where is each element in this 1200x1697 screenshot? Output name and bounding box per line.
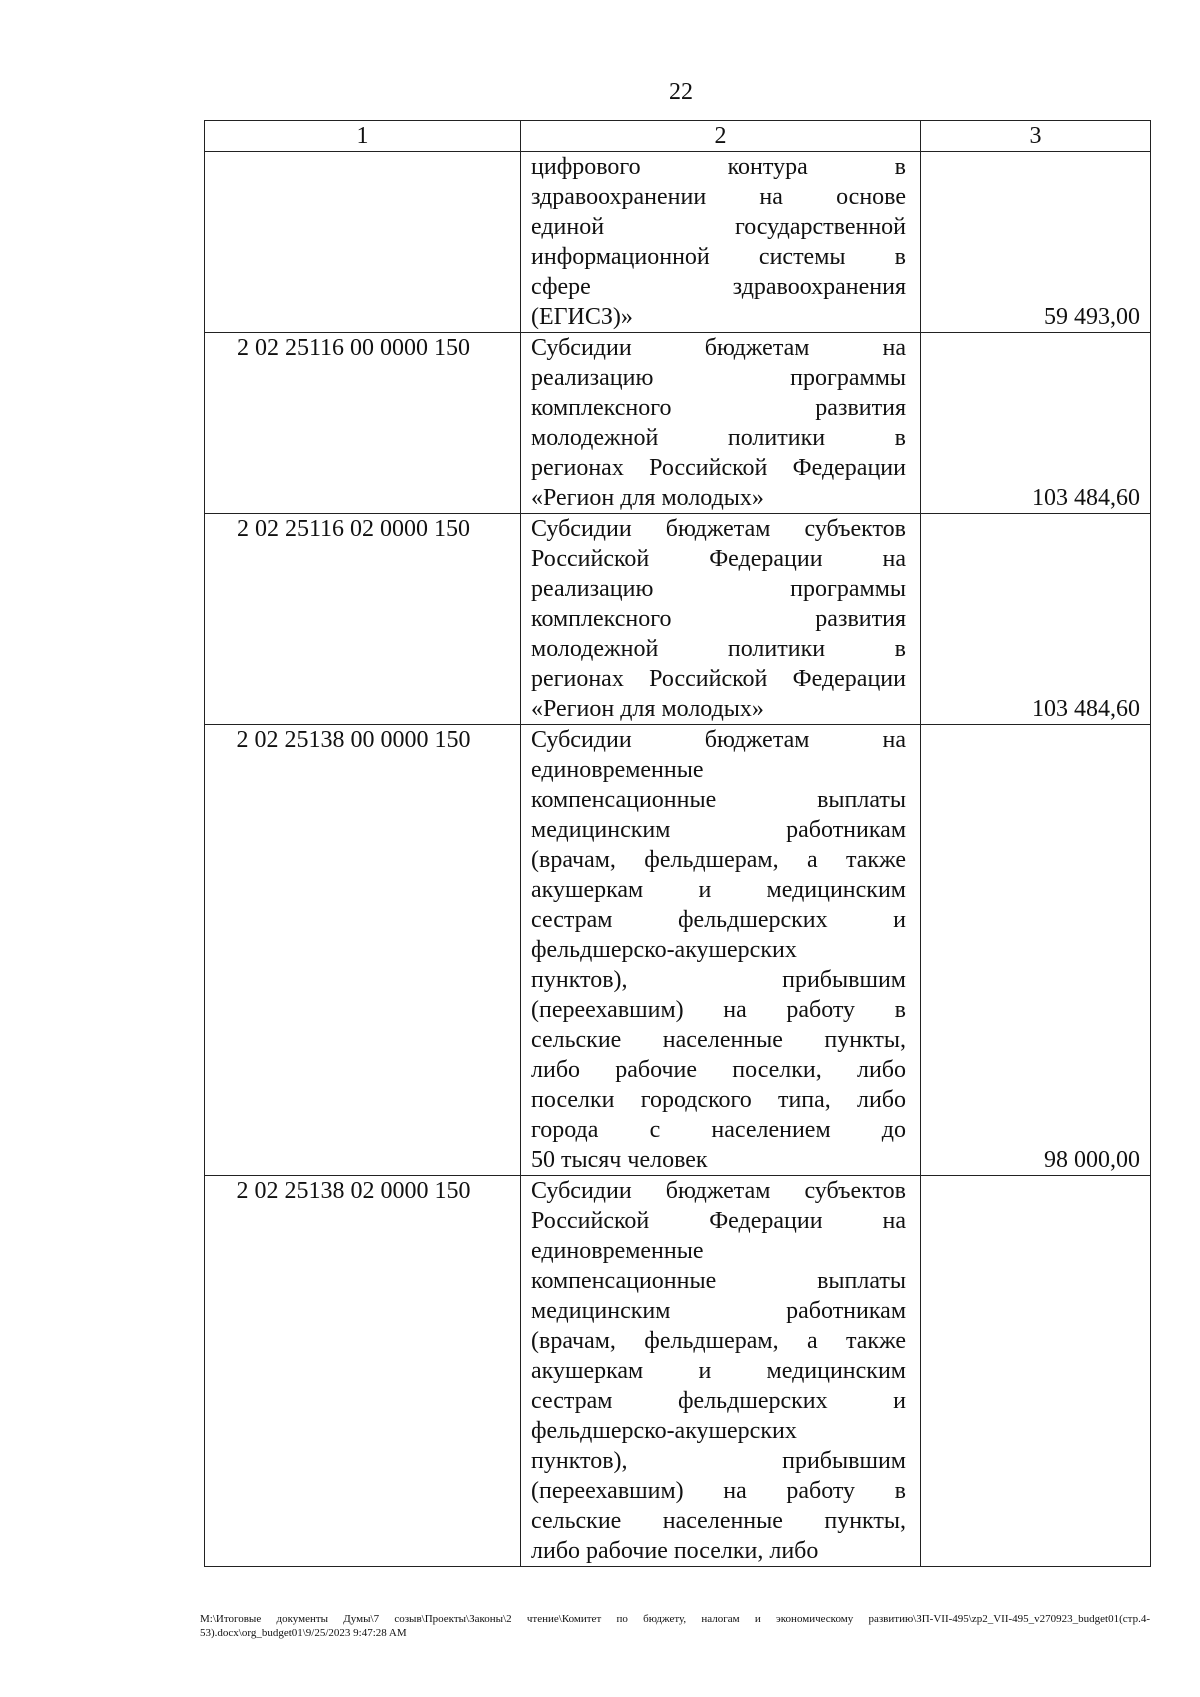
income-code-cell: 2 02 25138 00 0000 150 [205, 725, 521, 1176]
income-name-line: (врачам, фельдшерам, а также [531, 1328, 906, 1354]
income-name-line: акушеркам и медицинским [531, 877, 906, 903]
income-name-line: либо рабочие поселки, либо [531, 1538, 819, 1564]
income-name-line: 50 тысяч человек [531, 1147, 708, 1173]
income-name-line: Субсидии бюджетам субъектов [531, 1178, 906, 1204]
income-name-line: компенсационные выплаты [531, 787, 906, 813]
amount-cell [921, 1176, 1151, 1567]
income-name-line: пунктов), прибывшим [531, 1448, 906, 1474]
amount-cell: 59 493,00 [921, 152, 1151, 333]
income-name-line: Субсидии бюджетам на [531, 335, 906, 361]
income-name-cell [521, 514, 921, 725]
income-name-line: «Регион для молодых» [531, 485, 764, 511]
income-name-line: поселки городского типа, либо [531, 1087, 906, 1113]
income-name-line: сфере здравоохранения [531, 274, 906, 300]
income-name-line: комплексного развития [531, 395, 906, 421]
file-path-footer: M:\Итоговые документы Думы\7 созыв\Проекты\Законы\2 чтение\Комитет по бюджету, налогам и экономическому развитию\ЗП-VII-495\zp2_VII-495_v270923_budget01(стр.4-53).docx\org_budget01\9/25/2023 9:47:28 AM [200, 1613, 1150, 1639]
income-name-line: Субсидии бюджетам субъектов [531, 516, 906, 542]
income-name-line: города с населением до [531, 1117, 906, 1143]
income-name-line: сестрам фельдшерских и [531, 1388, 906, 1414]
income-name-line: акушеркам и медицинским [531, 1358, 906, 1384]
income-name-line: единой государственной [531, 214, 906, 240]
income-name-line: медицинским работникам [531, 1298, 906, 1324]
income-name-line: единовременные [531, 1238, 704, 1264]
income-name-line: (переехавшим) на работу в [531, 1478, 906, 1504]
income-code-cell: 2 02 25116 02 0000 150 [205, 514, 521, 725]
income-name-line: медицинским работникам [531, 817, 906, 843]
income-name-line: реализацию программы [531, 576, 906, 602]
income-name-cell [521, 152, 921, 333]
table-row [205, 725, 1151, 1176]
income-name-line: молодежной политики в [531, 636, 906, 662]
table-row [205, 1176, 1151, 1567]
table-row [205, 514, 1151, 725]
income-name-line: Российской Федерации на [531, 1208, 906, 1234]
income-code-cell: 2 02 25138 02 0000 150 [205, 1176, 521, 1567]
income-name-line: «Регион для молодых» [531, 696, 764, 722]
income-name-line: сельские населенные пункты, [531, 1508, 906, 1534]
budget-table [204, 120, 1151, 1567]
income-name-line: (врачам, фельдшерам, а также [531, 847, 906, 873]
income-name-line: фельдшерско-акушерских [531, 937, 797, 963]
income-name-line: реализацию программы [531, 365, 906, 391]
income-name-line: (ЕГИСЗ)» [531, 304, 633, 330]
income-name-line: регионах Российской Федерации [531, 455, 906, 481]
income-name-line: единовременные [531, 757, 704, 783]
income-name-line: здравоохранении на основе [531, 184, 906, 210]
income-name-line: информационной системы в [531, 244, 906, 270]
income-name-line: либо рабочие поселки, либо [531, 1057, 906, 1083]
income-name-line: молодежной политики в [531, 425, 906, 451]
income-name-line: комплексного развития [531, 606, 906, 632]
income-name-cell [521, 725, 921, 1176]
income-name-line: компенсационные выплаты [531, 1268, 906, 1294]
income-name-line: цифрового контура в [531, 154, 906, 180]
income-name-line: Российской Федерации на [531, 546, 906, 572]
amount-cell: 103 484,60 [921, 514, 1151, 725]
table-row [205, 333, 1151, 514]
table-body [205, 152, 1151, 1567]
amount-cell: 98 000,00 [921, 725, 1151, 1176]
header-col-3: 3 [921, 121, 1151, 152]
amount-cell: 103 484,60 [921, 333, 1151, 514]
header-row [205, 121, 1151, 152]
header-col-1: 1 [205, 121, 521, 152]
income-name-line: пунктов), прибывшим [531, 967, 906, 993]
table-header [205, 121, 1151, 152]
income-name-cell [521, 333, 921, 514]
income-name-line: (переехавшим) на работу в [531, 997, 906, 1023]
table-row [205, 152, 1151, 333]
income-name-line: Субсидии бюджетам на [531, 727, 906, 753]
income-name-cell [521, 1176, 921, 1567]
income-code-cell [205, 152, 521, 333]
income-name-line: сестрам фельдшерских и [531, 907, 906, 933]
income-name-line: сельские населенные пункты, [531, 1027, 906, 1053]
income-name-line: фельдшерско-акушерских [531, 1418, 797, 1444]
income-name-line: регионах Российской Федерации [531, 666, 906, 692]
income-code-cell: 2 02 25116 00 0000 150 [205, 333, 521, 514]
header-col-2: 2 [521, 121, 921, 152]
page-number: 22 [669, 79, 693, 105]
